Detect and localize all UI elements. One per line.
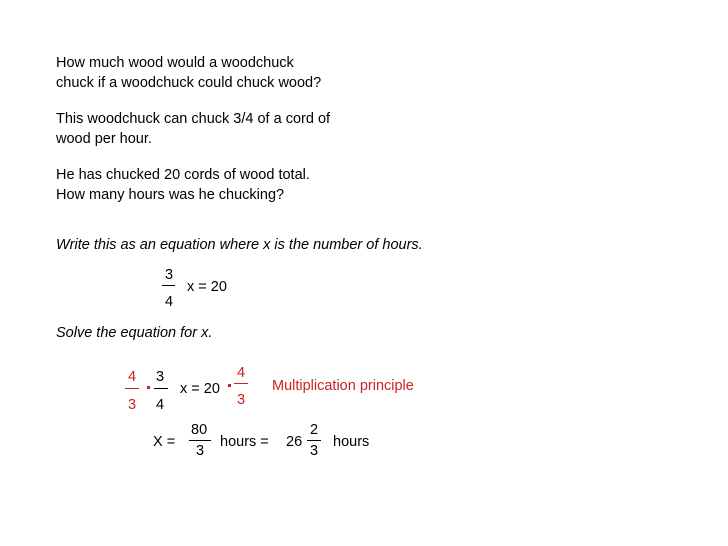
- multiplication-principle-note: Multiplication principle: [272, 378, 414, 394]
- problem-line-1: How much wood would a woodchuck: [56, 55, 294, 71]
- step1-right-denominator: 3: [237, 392, 246, 408]
- step2-fraction-numerator: 80: [191, 422, 208, 438]
- eq1-rhs: x = 20: [187, 279, 227, 295]
- problem-line-4: wood per hour.: [56, 131, 152, 147]
- step2-unit: hours: [333, 434, 370, 450]
- step2-mixed-numerator: 2: [310, 422, 319, 438]
- step2-whole-number: 26: [286, 434, 303, 450]
- problem-line-2: chuck if a woodchuck could chuck wood?: [56, 75, 322, 91]
- problem-line-3: This woodchuck can chuck 3/4 of a cord of: [56, 111, 331, 127]
- problem-line-6: How many hours was he chucking?: [56, 187, 285, 203]
- step1-fraction-denominator: 4: [156, 397, 165, 413]
- eq1-fraction-denominator: 4: [165, 294, 174, 310]
- step1-left-fraction-bar: [125, 388, 139, 389]
- step1-left-numerator: 4: [128, 369, 137, 385]
- problem-line-5: He has chucked 20 cords of wood total.: [56, 167, 310, 183]
- eq1-fraction-numerator: 3: [165, 267, 174, 283]
- step2-lhs: X =: [153, 434, 176, 450]
- instruction-solve: Solve the equation for x.: [56, 325, 213, 341]
- step1-right-numerator: 4: [237, 365, 246, 381]
- multiply-dot-right: [228, 384, 231, 387]
- step1-fraction-bar: [154, 388, 168, 389]
- multiply-dot-left: [147, 386, 150, 389]
- step1-left-denominator: 3: [128, 397, 137, 413]
- step2-fraction-denominator: 3: [196, 443, 205, 459]
- step1-right-fraction-bar: [234, 383, 248, 384]
- instruction-write-equation: Write this as an equation where x is the number of hours.: [56, 237, 423, 253]
- step2-middle: hours =: [220, 434, 269, 450]
- eq1-fraction-bar: [162, 285, 175, 286]
- step2-mixed-denominator: 3: [310, 443, 319, 459]
- step1-fraction-numerator: 3: [156, 369, 165, 385]
- step1-middle: x = 20: [180, 381, 220, 397]
